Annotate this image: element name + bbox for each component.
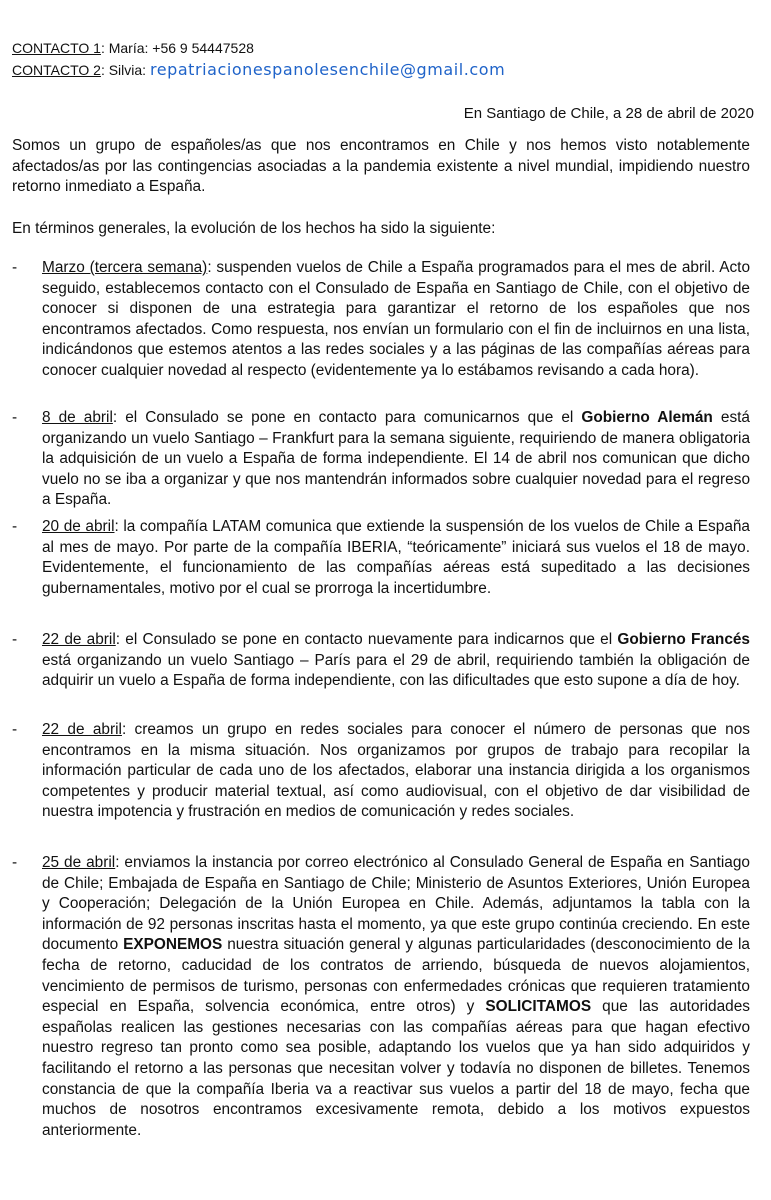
- bullet-dash: -: [12, 854, 18, 871]
- timeline-description: : creamos un grupo en redes sociales para conocer el número de personas que nos encontramos en la misma situación. Nos organizamos por grupos de trabajo para recopilar la información particular de cada uno de los afectados, elaborar una instancia dirigida a los organismos competentes y producir material textual, así como audiovisual, con el objetivo de dar visibilidad de nuestra impotencia y frustración en medios de comunicación y redes sociales.: [42, 721, 750, 821]
- timeline-date: 20 de abril: [42, 518, 115, 535]
- timeline-emphasis: Gobierno Alemán: [581, 409, 713, 426]
- bullet-dash: -: [12, 409, 18, 426]
- timeline-date: 8 de abril: [42, 409, 113, 426]
- contact-2-label: CONTACTO 2: [12, 62, 101, 78]
- intro-paragraph: Somos un grupo de españoles/as que nos encontramos en Chile y nos hemos visto notablemente afectados/as por las contingencias asociadas a la pandemia existente a nivel mundial, impidiendo nuestro retorno inmediato a España.: [12, 137, 750, 196]
- contacts-block: [12, 38, 505, 81]
- contact-2-details: : Silvia:: [100, 62, 150, 78]
- bullet-dash: -: [12, 259, 18, 276]
- contact-1-details: : María: +56 9 54447528: [100, 40, 254, 56]
- timeline-date: 22 de abril: [42, 721, 122, 738]
- contact-email-link[interactable]: repatriacionespanolesenchile@gmail.com: [149, 60, 506, 79]
- contact-1-label: CONTACTO 1: [12, 40, 101, 56]
- timeline-item-text: [42, 853, 750, 1141]
- bullet-dash: -: [12, 518, 18, 535]
- timeline-item-text: [42, 408, 750, 511]
- timeline-item-text: [42, 630, 750, 692]
- timeline-description-cont: nuestra situación general y algunas particularidades (desconocimiento de la fecha de retorno, caducidad de los contratos de arriendo, búsqueda de nuevos alojamientos, vencimiento de permisos de turismo, personas con enfermedades crónicas que requieren tratamiento especial en España, solvencia económica, entre otros) y: [42, 936, 750, 1016]
- timeline-description: : enviamos la instancia por correo electrónico al Consulado General de España en Santiago de Chile; Embajada de España en Santiago de Chile; Ministerio de Asuntos Exteriores, Unión Europea y Cooperación; Delegación de la Unión Europea en Chile. Además, adjuntamos la tabla con la información de 92 personas inscritas hasta el momento, ya que este grupo continúa creciendo. En este documento: [42, 854, 750, 954]
- general-paragraph: En términos generales, la evolución de los hechos ha sido la siguiente:: [12, 220, 496, 237]
- contact-line-1: [12, 38, 505, 59]
- timeline-item-text: [42, 517, 750, 599]
- contact-line-2: [12, 59, 505, 81]
- timeline-description-cont: está organizando un vuelo Santiago – París para el 29 de abril, requiriendo también la obligación de adquirir un vuelo a España de forma independiente, con las dificultades que esto supone a día de hoy.: [42, 651, 750, 690]
- timeline-emphasis-solicitamos: SOLICITAMOS: [485, 998, 592, 1016]
- timeline-date: 25 de abril: [42, 854, 116, 871]
- bullet-dash: -: [12, 721, 18, 738]
- timeline-date: Marzo (tercera semana): [42, 259, 208, 276]
- timeline-description: : el Consulado se pone en contacto para comunicarnos que el: [112, 409, 582, 426]
- timeline-item-text: [42, 258, 750, 382]
- timeline-emphasis: Gobierno Francés: [617, 631, 750, 648]
- letter-dateline: En Santiago de Chile, a 28 de abril de 2020: [463, 105, 754, 122]
- timeline-description-cont: está organizando un vuelo Santiago – Frankfurt para la semana siguiente, requiriendo de manera obligatoria la adquisición de un vuelo a España de forma independiente. El 14 de abril nos comunican que dicho vuelo no se iba a organizar y que nos mantendrán informados sobre cualquier novedad para el regreso a España.: [42, 409, 750, 509]
- timeline-description: : suspenden vuelos de Chile a España programados para el mes de abril. Acto seguido, establecemos contacto con el Consulado de España en Santiago de Chile, con el objetivo de conocer si disponen de una estrategia para garantizar el retorno de los españoles que nos encontramos afectados. Como respuesta, nos envían un formulario con el fin de incluirnos en una lista, indicándonos que estemos atentos a las redes sociales y a las páginas de las compañías aéreas para conocer cualquier novedad al respecto (evidentemente ya lo estábamos revisando a cada hora).: [42, 259, 750, 379]
- timeline-emphasis-exponemos: EXPONEMOS: [123, 936, 223, 954]
- timeline-item-text: [42, 720, 750, 823]
- timeline-description: : el Consulado se pone en contacto nuevamente para indicarnos que el: [115, 631, 618, 648]
- timeline-description: : la compañía LATAM comunica que extiende la suspensión de los vuelos de Chile a España al mes de mayo. Por parte de la compañía IBERIA, “teóricamente” iniciará sus vuelos el 18 de mayo. Evidentemente, el funcionamiento de las compañías aéreas está supeditado a las decisiones gubernamentales, motivo por el cual se prorroga la incertidumbre.: [42, 518, 750, 597]
- bullet-dash: -: [12, 631, 18, 648]
- timeline-date: 22 de abril: [42, 631, 116, 648]
- timeline-description-end: que las autoridades españolas realicen las gestiones necesarias con las compañías aéreas para que hagan efectivo nuestro regreso tan pronto como sea posible, adaptando los vuelos que ya han sido adquiridos y facilitando el retorno a las personas que necesitan volver y todavía no disponen de billetes. Tenemos constancia de que la compañía Iberia va a reactivar sus vuelos a partir del 18 de mayo, fecha que muchos de nosotros encontramos excesivamente remota, debido a los motivos expuestos anteriormente.: [42, 998, 750, 1139]
